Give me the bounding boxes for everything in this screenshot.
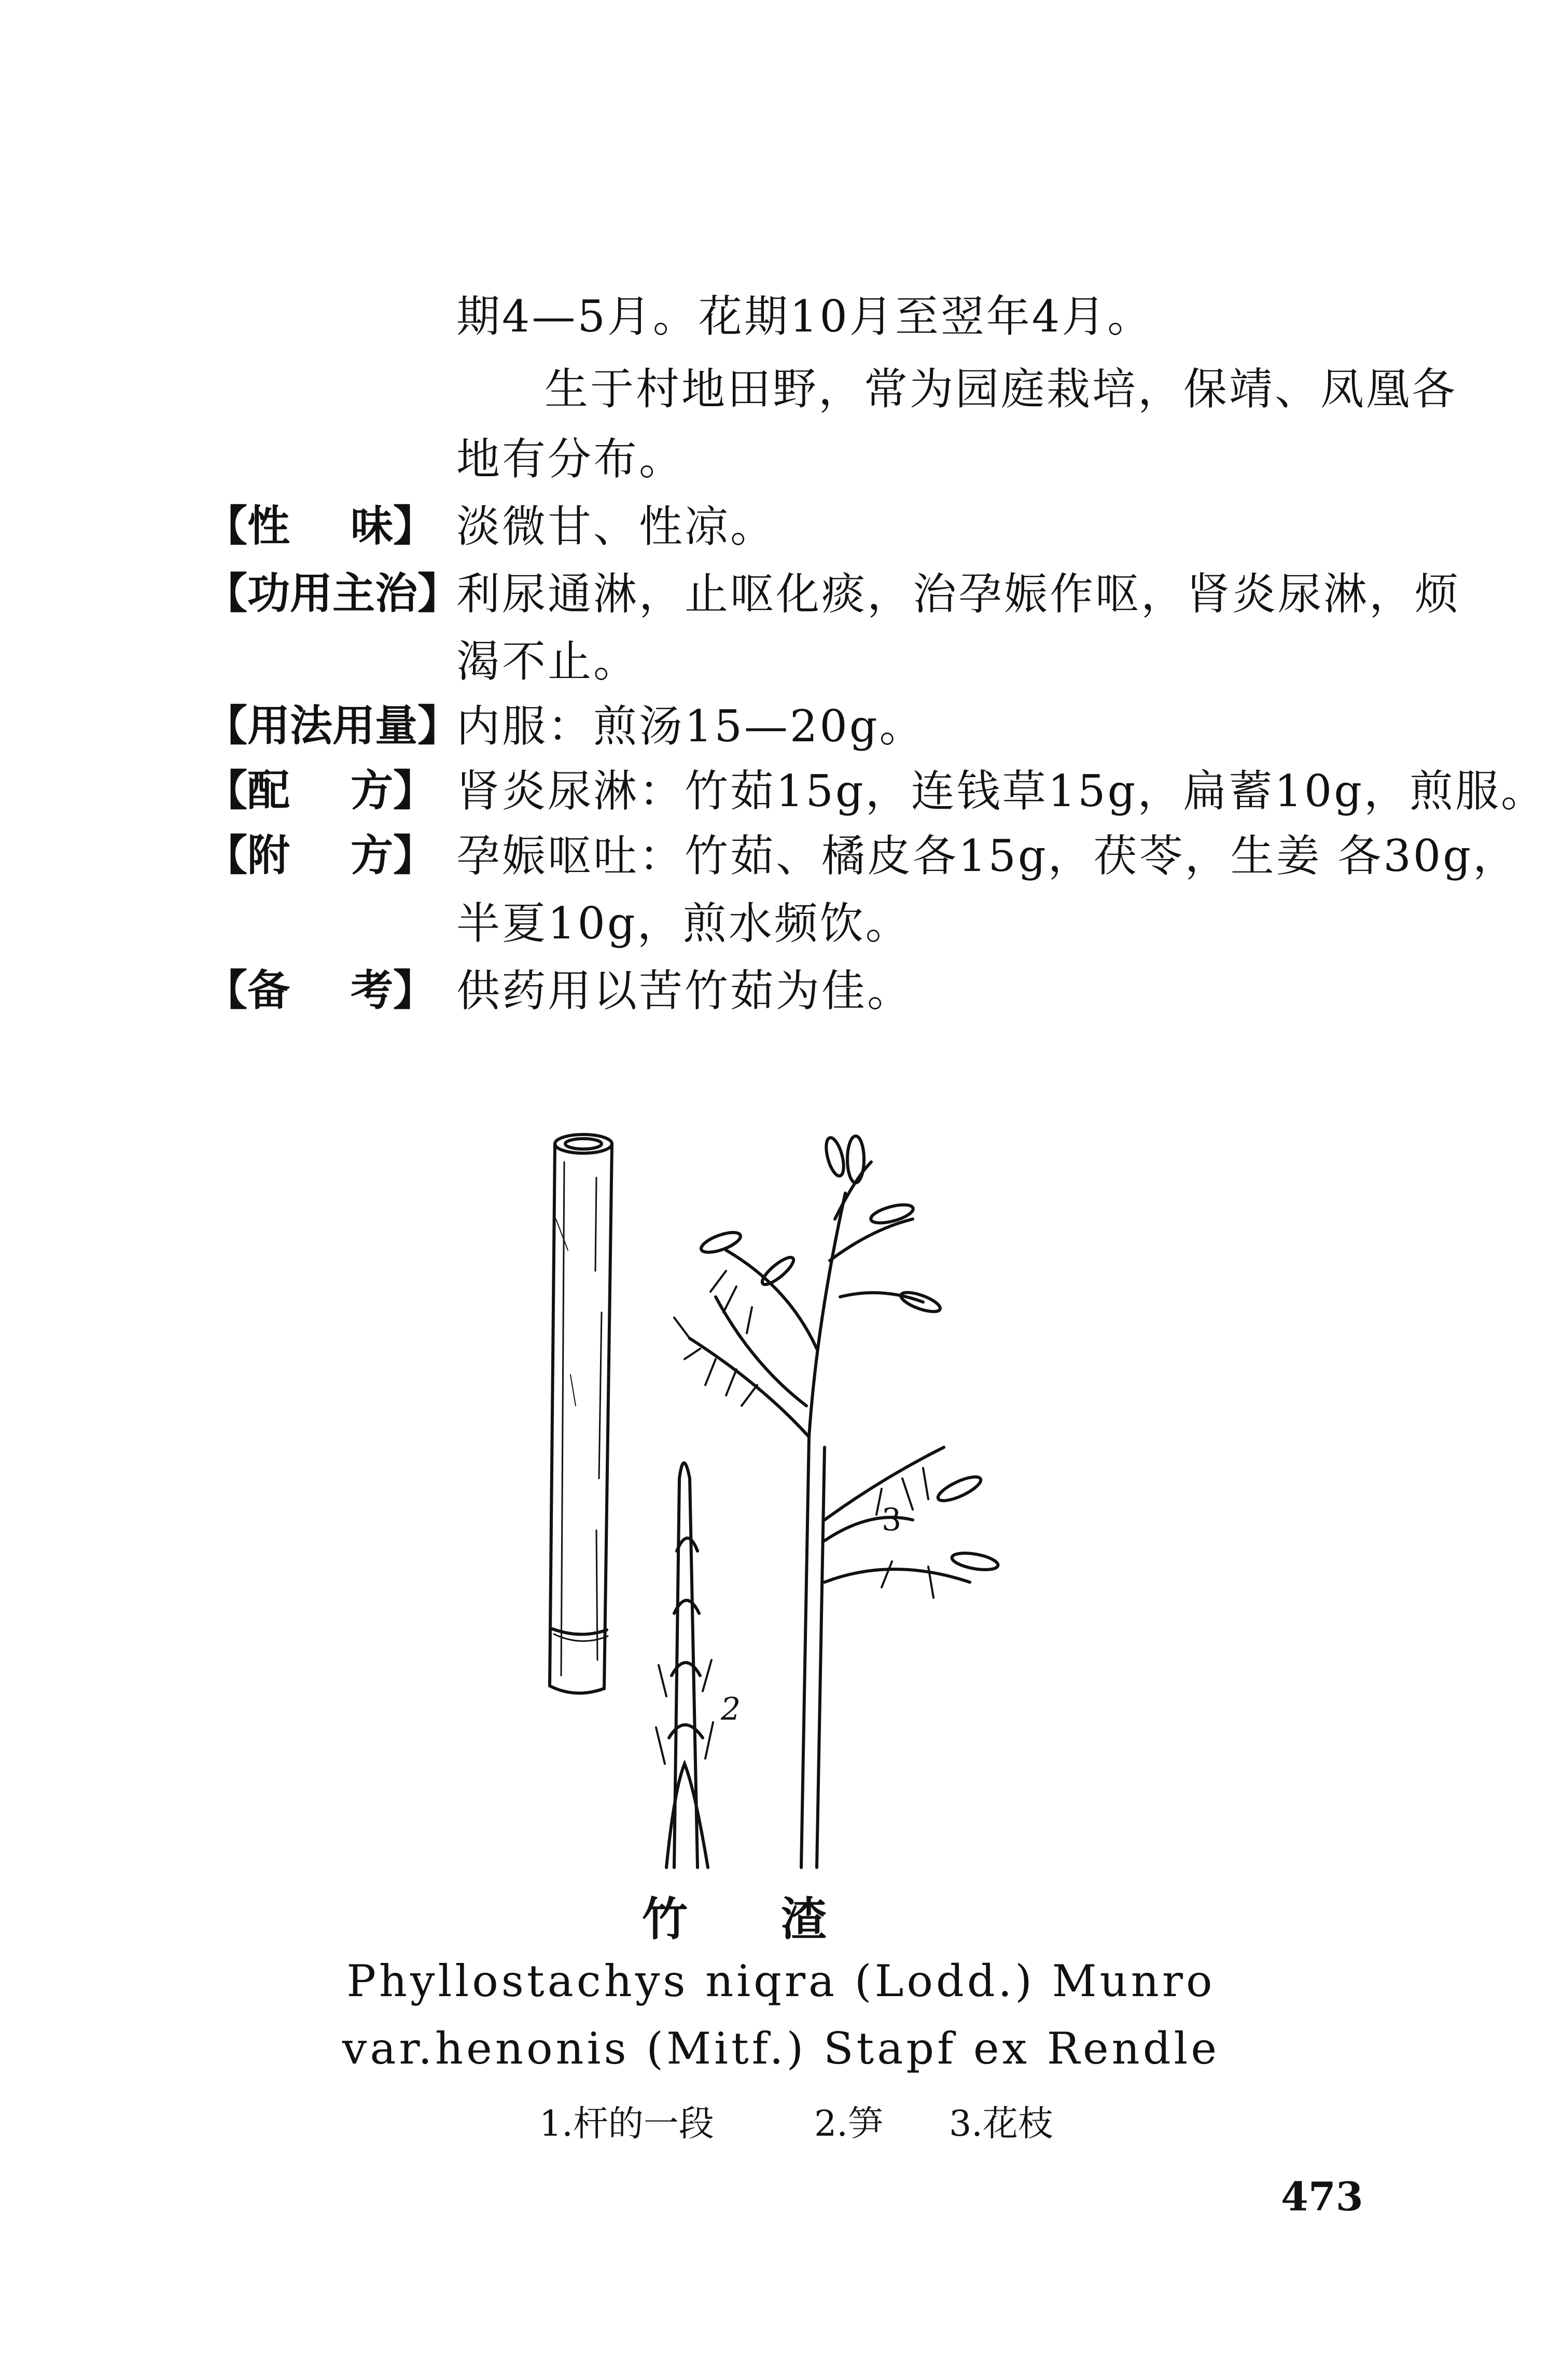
label-usage-text: 【用法用量】 bbox=[205, 701, 461, 751]
body-line-3: 地有分布。 bbox=[456, 434, 685, 485]
entry-appendix-text-2: 半夏10g，煎水频饮。 bbox=[456, 898, 911, 949]
label-appendix-right: 方】 bbox=[350, 831, 436, 880]
label-remark-left: 【备 bbox=[205, 966, 290, 1015]
label-appendix-left: 【附 bbox=[205, 831, 290, 880]
latin-name-line-2: var.henonis (Mitf.) Stapf ex Rendle bbox=[342, 2023, 1220, 2074]
entry-usage-text: 内服：煎汤15—20g。 bbox=[456, 701, 925, 752]
label-taste-right: 味】 bbox=[350, 502, 436, 551]
page-number: 473 bbox=[1281, 2174, 1363, 2220]
entry-remark-text: 供药用以苦竹茹为佳。 bbox=[456, 965, 913, 1016]
legend-item-2: 2.笋 bbox=[814, 2104, 883, 2144]
label-formula-right: 方】 bbox=[350, 766, 436, 815]
label-formula-left: 【配 bbox=[205, 766, 290, 815]
entry-function-text: 利尿通淋，止呕化痰，治孕娠作呕，肾炎尿淋，烦 bbox=[456, 569, 1461, 619]
label-remark-right: 考】 bbox=[350, 966, 436, 1015]
entry-appendix-text: 孕娠呕吐：竹茹、橘皮各15g，茯苓，生姜 各30g， bbox=[456, 831, 1519, 881]
label-taste-left: 【性 bbox=[205, 502, 290, 551]
entry-formula-text: 肾炎尿淋：竹茹15g，连钱草15g，扁蓄10g，煎服。 bbox=[456, 766, 1546, 817]
figure-title: 竹渣 bbox=[641, 1892, 920, 1946]
label-function-text: 【功用主治】 bbox=[205, 569, 461, 618]
body-line-2: 生于村地田野，常为园庭栽培，保靖、凤凰各 bbox=[545, 364, 1458, 414]
bamboo-illustration bbox=[0, 1115, 1562, 1893]
flowering-branch-drawing bbox=[674, 1136, 999, 1867]
shoot-drawing bbox=[656, 1463, 713, 1867]
figure-marker-2: 2 bbox=[721, 1691, 741, 1727]
figure-marker-3: 3 bbox=[882, 1502, 902, 1538]
culm-segment-drawing bbox=[550, 1134, 612, 1693]
legend-item-3: 3.花枝 bbox=[949, 2104, 1053, 2144]
body-line-1: 期4—5月。花期10月至翌年4月。 bbox=[456, 291, 1153, 342]
latin-name-line-1: Phyllostachys niqra (Lodd.) Munro bbox=[346, 1956, 1216, 2007]
entry-taste-text: 淡微甘、性凉。 bbox=[456, 501, 776, 552]
label-usage bbox=[205, 698, 460, 755]
legend-item-1: 1.杆的一段 bbox=[539, 2104, 714, 2144]
entry-function-text-2: 渴不止。 bbox=[456, 636, 639, 687]
label-function bbox=[205, 565, 460, 622]
